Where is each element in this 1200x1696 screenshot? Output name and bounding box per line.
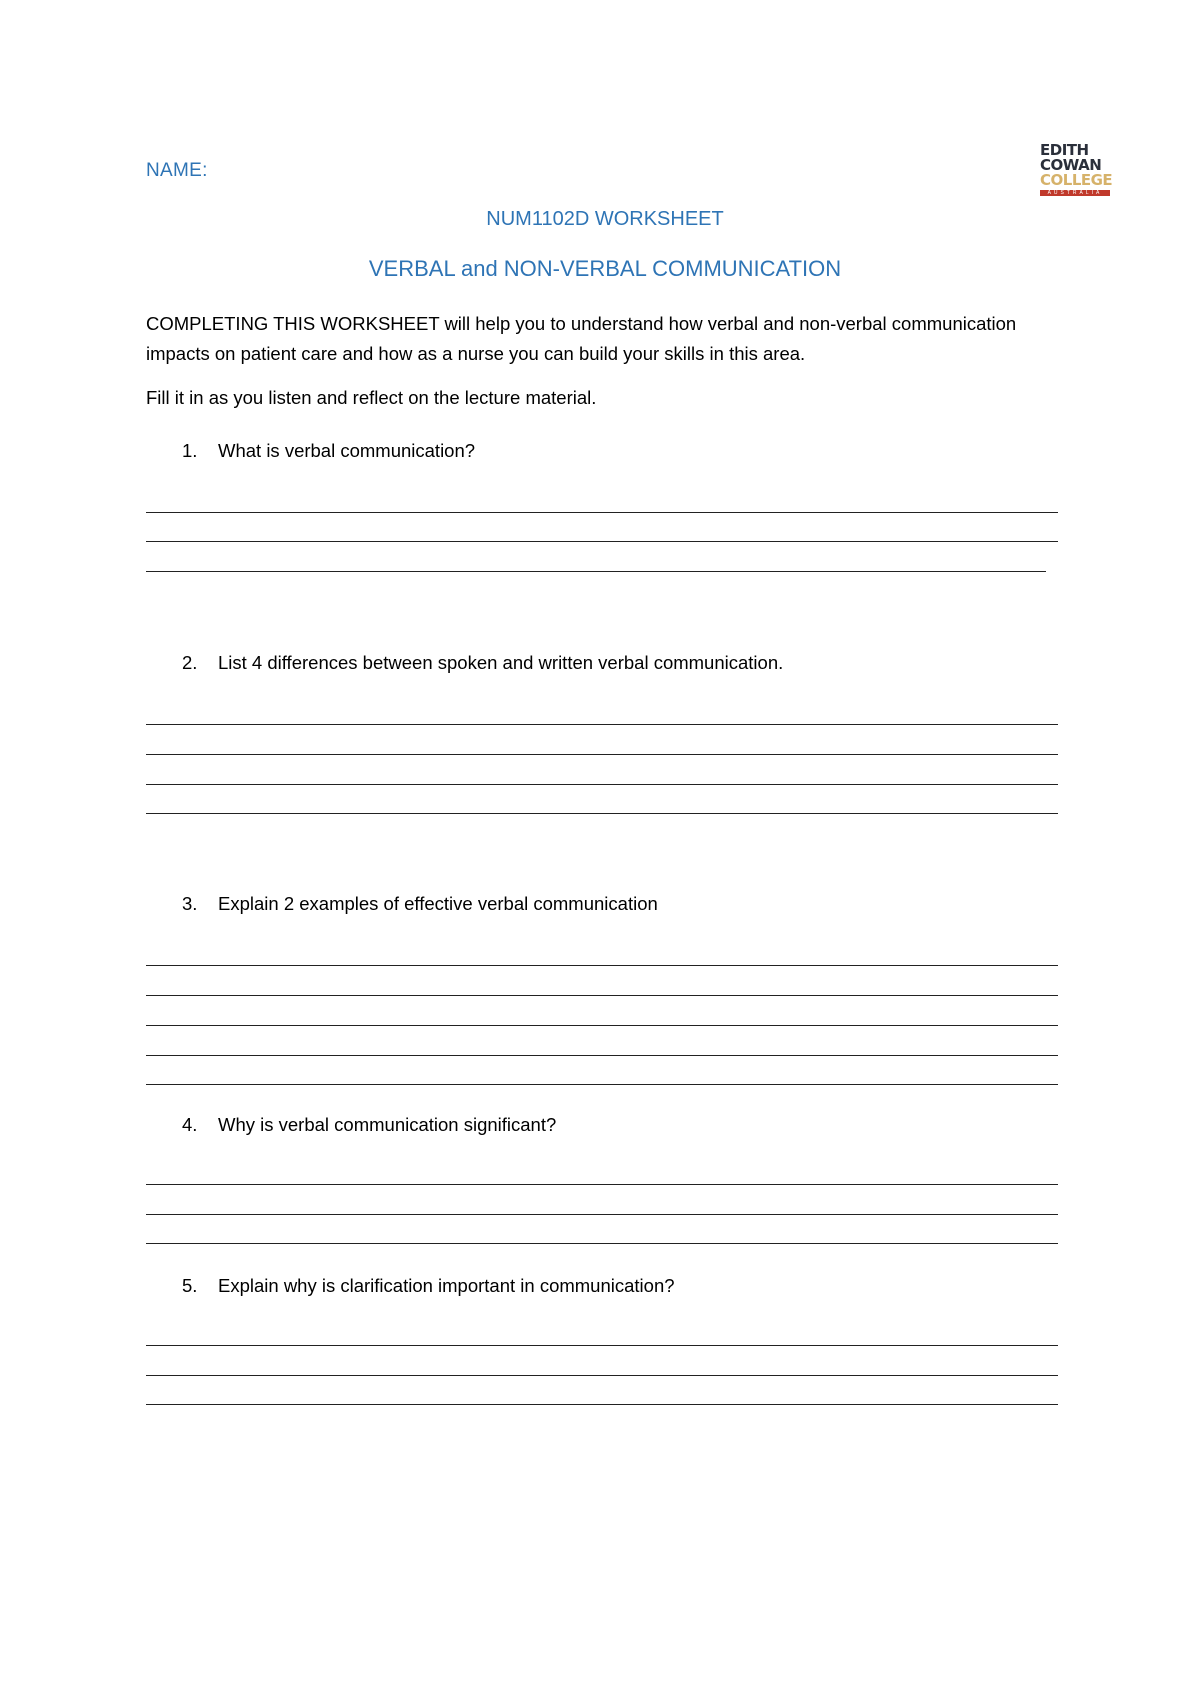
answer-line[interactable] (146, 995, 1058, 996)
answer-line[interactable] (146, 1214, 1058, 1215)
college-logo (1040, 143, 1116, 201)
question-text: Why is verbal communication significant? (218, 1114, 557, 1135)
question-5 (182, 1275, 675, 1297)
instruction-paragraph: Fill it in as you listen and reflect on the lecture material. (146, 387, 597, 408)
question-1 (182, 440, 475, 462)
question-number: 4. (182, 1114, 198, 1135)
answer-line[interactable] (146, 1345, 1058, 1346)
answer-line[interactable] (146, 754, 1058, 755)
answer-line[interactable] (146, 1404, 1058, 1405)
question-3 (182, 893, 658, 915)
answer-line[interactable] (146, 1375, 1058, 1376)
worksheet-title: NUM1102D WORKSHEET (486, 208, 724, 230)
question-text: Explain why is clarification important in communication? (218, 1275, 675, 1296)
name-label: NAME: (146, 160, 208, 181)
answer-line[interactable] (146, 965, 1058, 966)
question-number: 2. (182, 652, 198, 673)
worksheet-subtitle: VERBAL and NON-VERBAL COMMUNICATION (368, 256, 842, 281)
answer-line[interactable] (146, 512, 1058, 513)
answer-line[interactable] (146, 571, 1046, 572)
question-text: What is verbal communication? (218, 440, 476, 461)
question-2 (182, 652, 783, 674)
answer-line[interactable] (146, 813, 1058, 814)
answer-line[interactable] (146, 1055, 1058, 1056)
question-number: 5. (182, 1275, 198, 1296)
question-4 (182, 1114, 556, 1136)
logo-text-line3: COLLEGE (1040, 171, 1113, 189)
question-number: 1. (182, 440, 198, 461)
question-text: Explain 2 examples of effective verbal communication (218, 893, 658, 914)
question-number: 3. (182, 893, 198, 914)
answer-line[interactable] (146, 1025, 1058, 1026)
answer-line[interactable] (146, 1084, 1058, 1085)
logo-text-line2: COWAN (1040, 156, 1102, 174)
logo-text-line1: EDITH (1040, 141, 1089, 159)
answer-line[interactable] (146, 784, 1058, 785)
answer-line[interactable] (146, 1243, 1058, 1244)
answer-line[interactable] (146, 1184, 1058, 1185)
logo-text-line4: AUSTRALIA (1040, 190, 1110, 196)
question-text: List 4 differences between spoken and written verbal communication. (218, 652, 784, 673)
answer-line[interactable] (146, 724, 1058, 725)
answer-line[interactable] (146, 541, 1058, 542)
intro-paragraph: COMPLETING THIS WORKSHEET will help you to understand how verbal and non-verbal communication impacts on patient care and how as a nurse you can build your skills in this area. (146, 313, 1017, 364)
